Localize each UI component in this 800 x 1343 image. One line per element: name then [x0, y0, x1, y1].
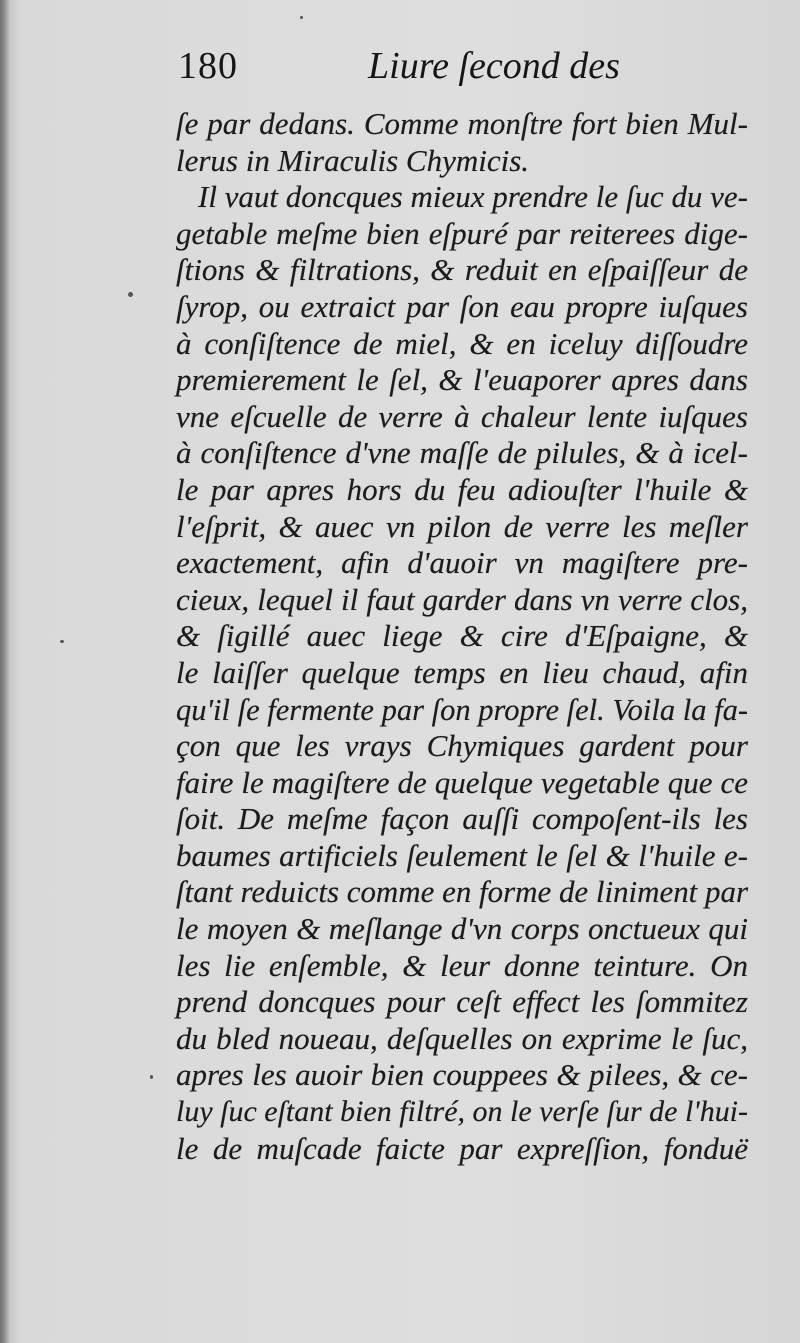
text-line: exactement, afin d'auoir vn magiſtere pre-	[176, 545, 748, 581]
paper-speck	[60, 640, 64, 643]
text-line: luy ſuc eſtant bien filtré, on le verſe ſur de l'hui-	[176, 1095, 748, 1129]
text-line: vne eſcuelle de verre à chaleur lente iuſques	[176, 398, 748, 434]
paper-speck	[150, 1075, 153, 1079]
paper-speck	[300, 16, 303, 19]
text-line: ſtions & filtrations, & reduit en eſpaiſſeur de	[176, 252, 748, 288]
text-line: le laiſſer quelque temps en lieu chaud, afin	[176, 654, 748, 690]
text-line: çon que les vrays Chymiques gardent pour	[176, 728, 748, 764]
text-line: ſe par dedans. Comme monſtre fort bien Mul-	[176, 106, 748, 141]
text-line: prend doncques pour ceſt effect les ſommitez	[176, 984, 748, 1020]
text-line: ſoit. De meſme façon auſſi compoſent-ils les	[176, 801, 748, 837]
text-line: à conſiſtence d'vne maſſe de pilules, & à icel-	[176, 435, 748, 471]
text-line: cieux, lequel il faut garder dans vn verre clos,	[176, 581, 748, 617]
text-line: apres les auoir bien couppees & pilees, & ce-	[176, 1057, 748, 1093]
text-line: l'eſprit, & auec vn pilon de verre les meſler	[176, 508, 748, 544]
text-line: ſyrop, ou extraict par ſon eau propre iuſques	[176, 288, 748, 324]
page-header	[178, 44, 638, 104]
text-line: le par apres hors du feu adiouſter l'huile &	[176, 471, 748, 507]
text-line: premierement le ſel, & l'euaporer apres dans	[176, 362, 748, 398]
text-line: ſtant reduicts comme en forme de liniment par	[176, 874, 748, 910]
body-text	[176, 106, 748, 1167]
text-line: du bled noueau, deſquelles on exprime le ſuc,	[176, 1020, 748, 1056]
text-line: qu'il ſe fermente par ſon propre ſel. Voila la fa-	[176, 692, 748, 727]
paper-speck	[128, 292, 133, 297]
text-line: baumes artificiels ſeulement le ſel & l'huile e-	[176, 837, 748, 873]
binding-gutter-shadow	[0, 0, 10, 1343]
text-line: & ſigillé auec liege & cire d'Eſpaigne, &	[176, 618, 748, 654]
running-head: Liure ſecond des	[368, 45, 620, 87]
text-line: les lie enſemble, & leur donne teinture. On	[176, 947, 748, 983]
text-line: le de muſcade faicte par expreſſion, fonduë	[176, 1130, 748, 1166]
text-line: lerus in Miraculis Chymicis.	[176, 142, 530, 178]
text-line: le moyen & meſlange d'vn corps onctueux qui	[176, 911, 748, 947]
text-line: Il vaut doncques mieux prendre le ſuc du ve-	[198, 179, 748, 215]
text-line: faire le magiſtere de quelque vegetable que ce	[176, 764, 748, 800]
page-number: 180	[178, 45, 238, 87]
text-line: getable meſme bien eſpuré par reiterees dige-	[176, 215, 748, 251]
text-line: à conſiſtence de miel, & en iceluy diſſoudre	[176, 325, 748, 361]
